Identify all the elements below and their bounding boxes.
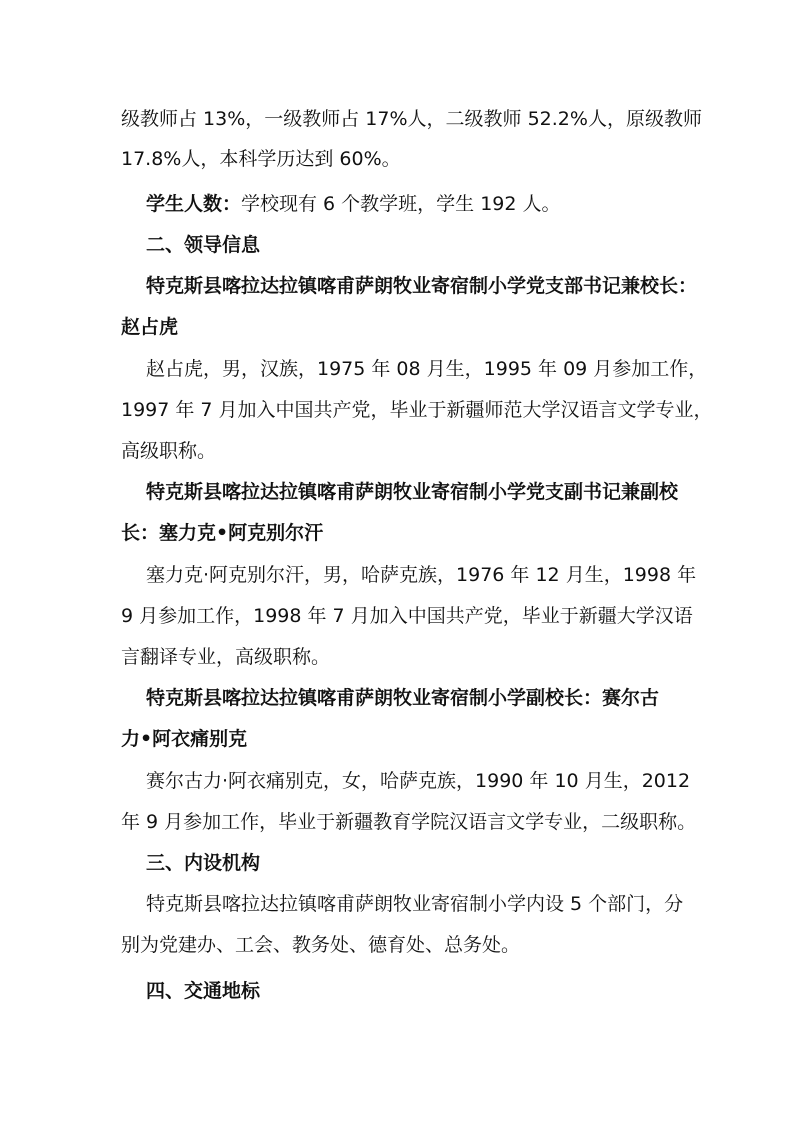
body-line: 别为党建办、工会、教务处、德育处、总务处。 — [121, 934, 521, 956]
leader-name: 长：塞力克•阿克别尔汗 — [121, 522, 324, 544]
student-count-paragraph — [146, 192, 561, 216]
body-line: 高级职称。 — [121, 440, 217, 462]
body-line: 年 9 月参加工作，毕业于新疆教育学院汉语言文学专业，二级职称。 — [121, 811, 697, 833]
section-heading-transport: 四、交通地标 — [146, 980, 261, 1002]
section-heading-departments: 三、内设机构 — [146, 852, 261, 874]
leader-title: 特克斯县喀拉达拉镇喀甫萨朗牧业寄宿制小学副校长：赛尔古 — [146, 687, 660, 709]
leader-title: 特克斯县喀拉达拉镇喀甫萨朗牧业寄宿制小学党支副书记兼副校 — [146, 481, 679, 503]
body-line: 赛尔古力·阿衣痛别克，女，哈萨克族，1990 年 10 月生，2012 — [146, 770, 691, 792]
body-line: 17.8%人，本科学历达到 60%。 — [121, 148, 401, 170]
body-line: 赵占虎，男，汉族，1975 年 08 月生，1995 年 09 月参加工作， — [146, 358, 708, 380]
leader-name: 力•阿衣痛别克 — [121, 728, 248, 750]
section-heading-leadership: 二、领导信息 — [146, 234, 261, 256]
student-count-text: 学校现有 6 个教学班，学生 192 人。 — [241, 193, 561, 215]
body-line: 级教师占 13%，一级教师占 17%人，二级教师 52.2%人，原级教师 — [121, 108, 702, 130]
student-count-label: 学生人数： — [146, 193, 242, 215]
body-line: 1997 年 7 月加入中国共产党，毕业于新疆师范大学汉语言文学专业， — [121, 399, 713, 421]
body-line: 特克斯县喀拉达拉镇喀甫萨朗牧业寄宿制小学内设 5 个部门，分 — [146, 893, 684, 915]
body-line: 言翻译专业，高级职称。 — [121, 646, 331, 668]
body-line: 塞力克·阿克别尔汗，男，哈萨克族，1976 年 12 月生，1998 年 — [146, 564, 697, 586]
leader-name: 赵占虎 — [121, 316, 179, 338]
leader-title: 特克斯县喀拉达拉镇喀甫萨朗牧业寄宿制小学党支部书记兼校长： — [146, 275, 698, 297]
body-line: 9 月参加工作，1998 年 7 月加入中国共产党，毕业于新疆大学汉语 — [121, 605, 693, 627]
